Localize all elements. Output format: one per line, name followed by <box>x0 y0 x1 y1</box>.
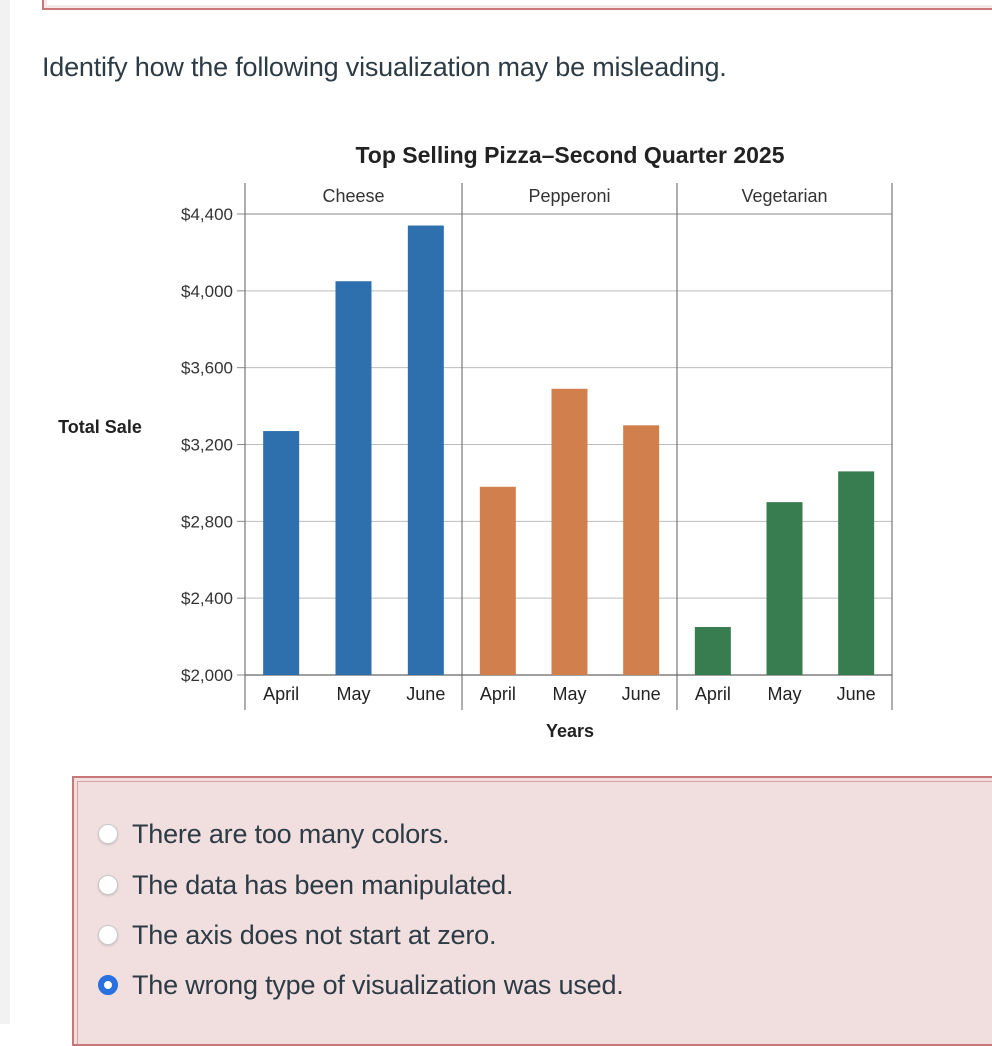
radio-button[interactable] <box>98 975 118 995</box>
facet-label: Vegetarian <box>741 186 828 206</box>
x-tick-label: June <box>406 684 446 704</box>
x-tick-label: May <box>552 684 587 704</box>
bar <box>480 487 516 675</box>
x-tick-label: April <box>694 684 731 704</box>
answer-options-box <box>72 776 992 1046</box>
x-tick-label: May <box>767 684 802 704</box>
facet-label: Pepperoni <box>528 186 611 206</box>
bar <box>263 431 299 675</box>
chart-title: Top Selling Pizza–Second Quarter 2025 <box>355 142 785 168</box>
answer-option[interactable] <box>98 867 513 903</box>
answer-option-label: The data has been manipulated. <box>132 869 514 900</box>
bar <box>838 471 874 675</box>
y-tick-label: $2,800 <box>181 512 233 532</box>
y-tick-label: $3,600 <box>181 358 233 378</box>
answer-option-label: There are too many colors. <box>132 818 450 849</box>
bar <box>336 281 372 675</box>
question-prompt: Identify how the following visualization may be misleading. <box>42 52 727 82</box>
bar-chart <box>40 130 900 750</box>
x-tick-label: April <box>479 684 516 704</box>
bar <box>623 425 659 675</box>
page-left-rule <box>0 0 10 1024</box>
radio-button[interactable] <box>98 925 118 945</box>
y-tick-label: $4,400 <box>181 205 233 224</box>
bar <box>695 627 731 675</box>
bar <box>767 502 803 675</box>
radio-button[interactable] <box>98 875 118 895</box>
x-tick-label: April <box>263 684 300 704</box>
x-tick-label: June <box>621 684 661 704</box>
answer-option[interactable] <box>98 816 449 852</box>
x-axis-label: Years <box>545 721 595 741</box>
answer-option-label: The wrong type of visualization was used. <box>132 969 624 1000</box>
y-tick-label: $4,000 <box>181 281 233 301</box>
answer-option[interactable] <box>98 967 624 1003</box>
bar <box>408 226 444 675</box>
facet-label: Cheese <box>322 186 385 206</box>
y-axis-label: Total Sale <box>58 417 142 437</box>
answer-option-label: The axis does not start at zero. <box>132 919 497 950</box>
y-tick-label: $2,400 <box>181 589 233 609</box>
x-tick-label: May <box>336 684 371 704</box>
y-tick-label: $2,000 <box>181 666 233 685</box>
answer-option[interactable] <box>98 917 496 953</box>
x-tick-label: June <box>836 684 876 704</box>
bar <box>552 389 588 675</box>
radio-button[interactable] <box>98 824 118 844</box>
y-tick-label: $3,200 <box>181 435 233 455</box>
previous-answer-box-edge <box>42 0 992 10</box>
